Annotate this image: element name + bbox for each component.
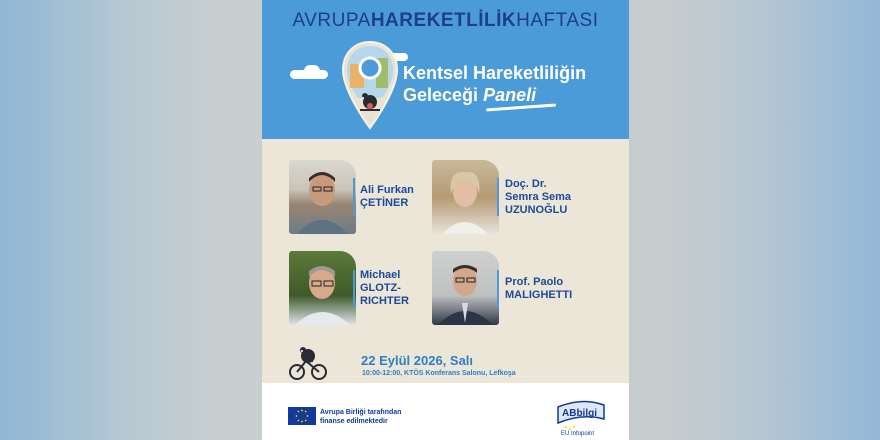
speaker-photo-ali-furkan-cetiner — [289, 160, 356, 234]
speaker-divider — [497, 270, 499, 308]
speaker-name-semra-sema-uzunoglu — [505, 178, 571, 217]
speaker-divider — [353, 270, 355, 308]
map-pin-icon — [340, 40, 400, 132]
speaker-name-paolo-malighetti — [505, 276, 572, 302]
cloud-icon — [304, 65, 320, 77]
speaker-name-line: GLOTZ- — [360, 282, 401, 294]
panel-title-line2 — [403, 84, 586, 106]
speaker-divider — [497, 178, 499, 216]
speaker-name-line: Ali Furkan — [360, 184, 414, 196]
speaker-name-line: RICHTER — [360, 295, 409, 307]
speaker-name-line: Michael — [360, 269, 401, 281]
eu-infopoint-label: EU Infopoint — [561, 431, 595, 437]
funding-text — [320, 408, 401, 426]
title-part-avrupa: AVRUPA — [292, 10, 371, 31]
speaker-name-michael-glotz-richter — [360, 269, 409, 308]
event-title — [262, 10, 629, 32]
speaker-name-line: Doç. Dr. — [505, 178, 547, 190]
speaker-photo-michael-glotz-richter — [289, 251, 356, 325]
panel-title — [403, 62, 586, 106]
speaker-name-line: Prof. Paolo — [505, 276, 564, 288]
panel-title-plain: Geleceği — [403, 85, 479, 105]
event-venue: 10:00-12:00, KTÖS Konferans Salonu, Lefkoşa — [362, 370, 516, 377]
panel-title-line1: Kentsel Hareketliliğin — [403, 63, 587, 83]
event-date: 22 Eylül 2026, Salı — [361, 353, 474, 368]
funding-line: finanse edilmektedir — [320, 418, 388, 425]
speaker-photo-paolo-malighetti — [432, 251, 499, 325]
speaker-name-ali-furkan-cetiner — [360, 184, 414, 210]
speaker-photo-semra-sema-uzunoglu — [432, 160, 499, 234]
abbilgi-logo-text: ABbilgi — [562, 408, 597, 419]
speaker-name-line: ÇETİNER — [360, 197, 409, 209]
panel-title-italic: Paneli — [483, 85, 537, 105]
speaker-name-line: UZUNOĞLU — [505, 204, 568, 216]
poster — [262, 0, 629, 440]
speaker-divider — [353, 178, 355, 216]
funding-line: Avrupa Birliği tarafından — [320, 409, 402, 416]
eu-flag-icon — [288, 407, 316, 425]
abbilgi-logo — [552, 393, 612, 440]
speaker-name-line: Semra Sema — [505, 191, 572, 203]
bicycle-mascot-icon — [288, 345, 328, 381]
title-part-haftasi: HAFTASI — [516, 10, 599, 31]
speaker-name-line: MALIGHETTI — [505, 289, 573, 301]
title-part-hareketlilik: HAREKETLİLİK — [370, 10, 517, 31]
poster-footer — [262, 383, 629, 440]
poster-header — [262, 0, 629, 139]
